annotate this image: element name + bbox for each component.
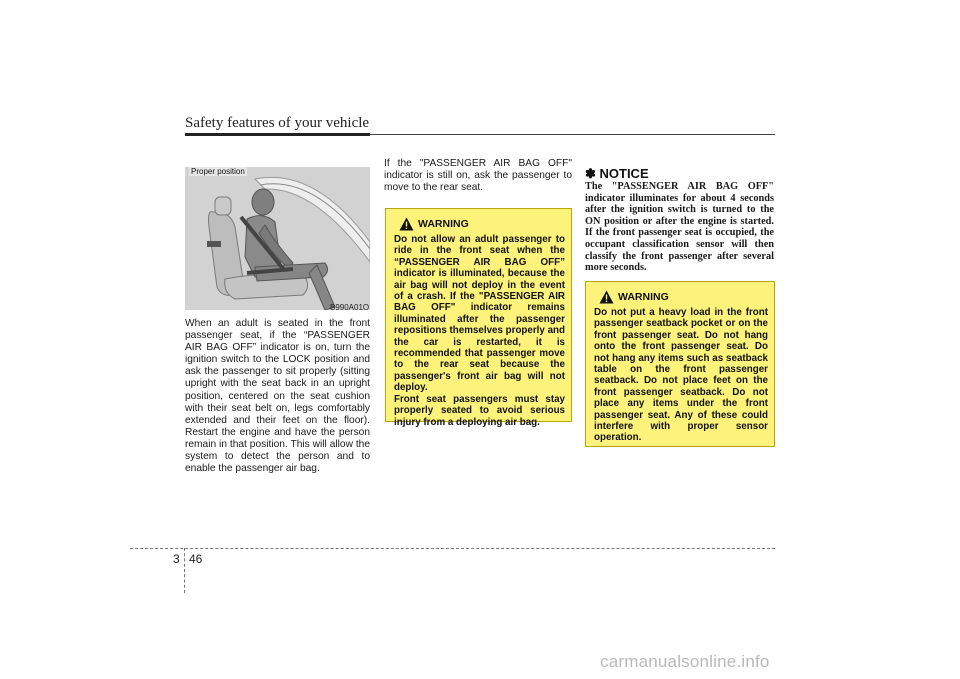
section-number: 3 <box>173 552 180 566</box>
watermark: carmanualsonline.info <box>600 652 770 671</box>
header-rule-line <box>370 134 775 135</box>
seated-passenger-drawing <box>185 167 370 310</box>
page-header-title: Safety features of your vehicle <box>185 115 370 131</box>
page-number: 46 <box>189 552 203 566</box>
notice-text: The "PASSENGER AIR BAG OFF" indicator illuminates for about 4 seconds after the ignition switch is turned to the ON position or after the engine is started. If the front passenger seat is occupied, the occupant classification sensor will then classify the front passenger after several more seconds. <box>585 181 774 274</box>
body-paragraph-rear-seat: If the "PASSENGER AIR BAG OFF" indicator is still on, ask the passenger to move to the rear seat. <box>384 158 572 194</box>
warning-triangle-icon <box>399 217 414 231</box>
proper-position-illustration <box>185 167 370 310</box>
figure-caption: Proper position <box>191 167 245 176</box>
footer-divider <box>184 548 185 593</box>
warning-paragraph: Do not allow an adult passenger to ride in the front seat when the “PASSENGER AIR BAG OFF” indicator is illuminated, because the air bag will not deploy in the event of a crash. If the "PASSENGER AIR BAG OFF" indicator remains illuminated after the passenger repositions themselves properly and the car is restarted, it is recommended that passenger move to the rear seat because the passenger's front air bag will not deploy. <box>394 234 565 394</box>
warning-paragraph: Front seat passengers must stay properly seated to avoid serious injury from a deploying air bag. <box>394 393 565 428</box>
notice-title: ✽ NOTICE <box>585 166 649 181</box>
body-paragraph: When an adult is seated in the front passenger seat, if the “PASSENGER AIR BAG OFF” indicator is on, turn the ignition switch to the LOCK position and ask the passenger to sit properly (sitting upright with the seat back in an upright position, centered on the seat cushion with their seat belt on, legs comfortably extended and their feet on the floor). Restart the engine and have the person remain in that position. This will allow the system to detect the person and to enable the passenger air bag. <box>185 318 370 475</box>
warning-header <box>599 290 768 304</box>
warning-triangle-icon <box>599 290 614 304</box>
warning-box-seat-load <box>585 281 775 447</box>
warning-text <box>394 234 565 428</box>
warning-box-adult-passenger <box>385 208 572 428</box>
warning-title: WARNING <box>418 218 469 230</box>
figure-code: B990A01O <box>330 303 370 312</box>
warning-header <box>399 217 565 231</box>
footer-rule <box>130 548 775 549</box>
warning-text: Do not put a heavy load in the front passenger seatback pocket or on the front passenger seat. Do not hang onto the front passenger seat. Do not hang any items such as seatback table on the front passenger seatback. Do not place feet on the front passenger seatback. Do not place any items under the front passenger seat. Any of these could interfere with proper sensor operation. <box>594 307 768 444</box>
warning-title: WARNING <box>618 291 669 303</box>
header-rule <box>185 133 370 136</box>
